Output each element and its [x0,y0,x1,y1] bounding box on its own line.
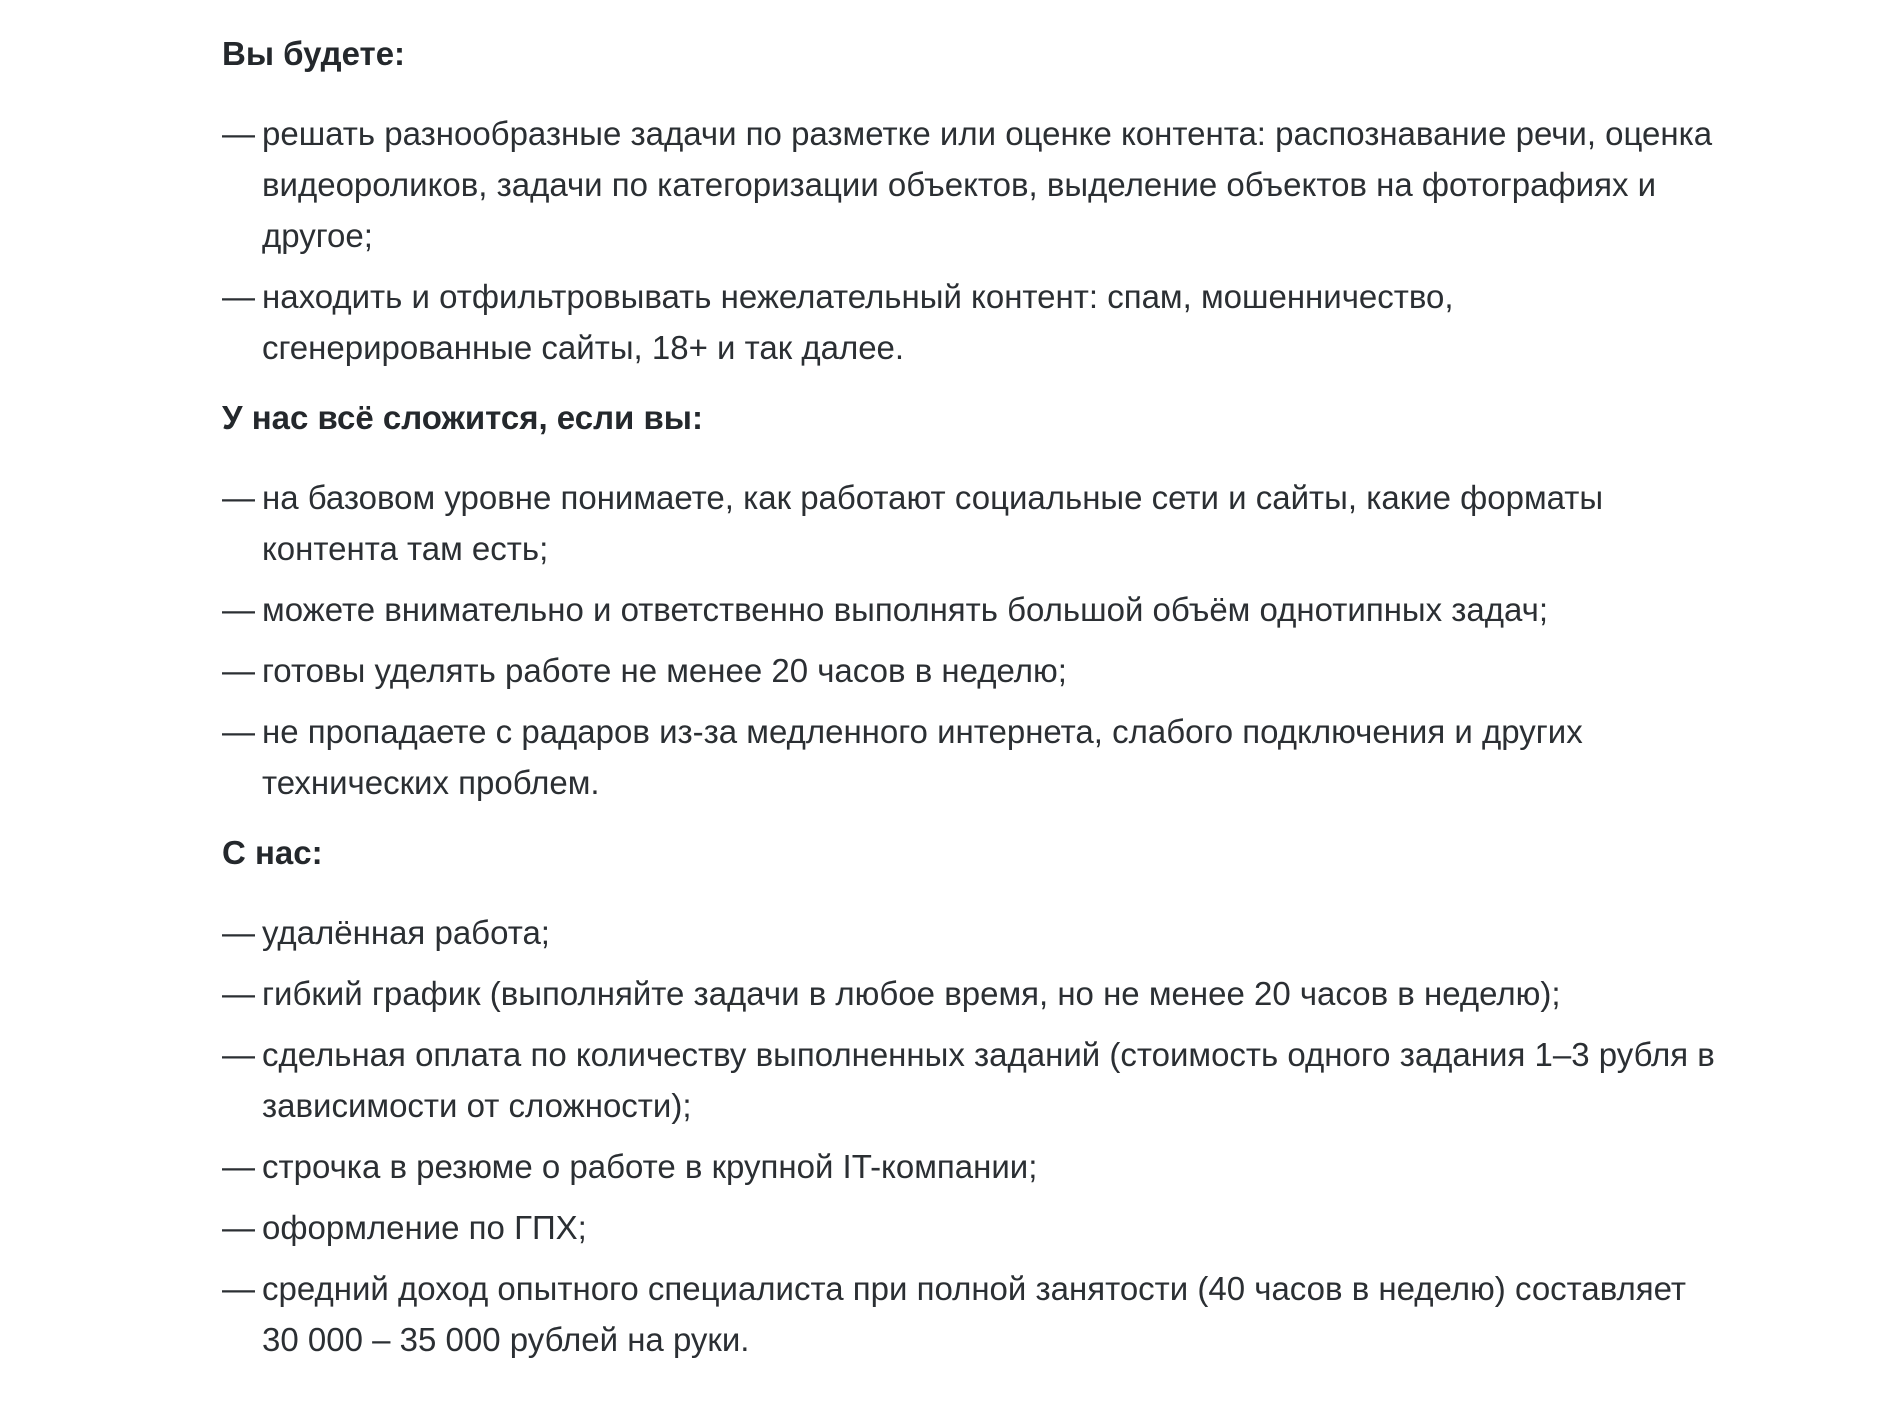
list-item-text: находить и отфильтровывать нежелательный контент: спам, мошенничество, сгенерированные сайты, 18+ и так далее. [262,278,1454,366]
dash-marker: — [222,1270,255,1307]
list-item-text: строчка в резюме о работе в крупной IT-компании; [262,1148,1038,1185]
dash-marker: — [222,713,255,750]
section-heading-offer: С нас: [222,834,323,871]
dash-marker: — [222,975,255,1012]
list-item [222,968,1722,1019]
dash-marker: — [222,1036,255,1073]
list-item [222,584,1722,635]
list-item-text: гибкий график (выполняйте задачи в любое время, но не менее 20 часов в неделю); [262,975,1561,1012]
list-item [222,645,1722,696]
list-item [222,706,1722,808]
list-item-text: готовы уделять работе не менее 20 часов в неделю; [262,652,1067,689]
list-item [222,1029,1722,1131]
dash-marker: — [222,1148,255,1185]
list-item [222,108,1722,261]
list-item [222,907,1722,958]
list-item-text: оформление по ГПХ; [262,1209,587,1246]
list-item [222,1263,1722,1365]
list-item [222,1202,1722,1253]
list-item-text: средний доход опытного специалиста при полной занятости (40 часов в неделю) составляет 30 000 – 35 000 рублей на руки. [262,1270,1687,1358]
list-item-text: не пропадаете с радаров из-за медленного интернета, слабого подключения и других технических проблем. [262,713,1583,801]
section-heading-requirements: У нас всё сложится, если вы: [222,399,703,436]
dash-marker: — [222,479,255,516]
requirements-list [222,472,1722,808]
dash-marker: — [222,278,255,315]
list-item-text: сдельная оплата по количеству выполненных заданий (стоимость одного задания 1–3 рубля в зависимости от сложности); [262,1036,1715,1124]
dash-marker: — [222,1209,255,1246]
dash-marker: — [222,652,255,689]
list-item-text: решать разнообразные задачи по разметке или оценке контента: распознавание речи, оценка видеороликов, задачи по категоризации объектов, выделение объектов на фотографиях и другое; [262,115,1713,254]
list-item-text: можете внимательно и ответственно выполнять большой объём однотипных задач; [262,591,1549,628]
list-item-text: удалённая работа; [262,914,550,951]
vacancy-content [222,32,1722,1375]
section-heading-duties: Вы будете: [222,35,406,72]
offer-list [222,907,1722,1365]
dash-marker: — [222,591,255,628]
list-item-text: на базовом уровне понимаете, как работают социальные сети и сайты, какие форматы контента там есть; [262,479,1604,567]
duties-list [222,108,1722,373]
dash-marker: — [222,914,255,951]
dash-marker: — [222,115,255,152]
list-item [222,271,1722,373]
list-item [222,472,1722,574]
list-item [222,1141,1722,1192]
